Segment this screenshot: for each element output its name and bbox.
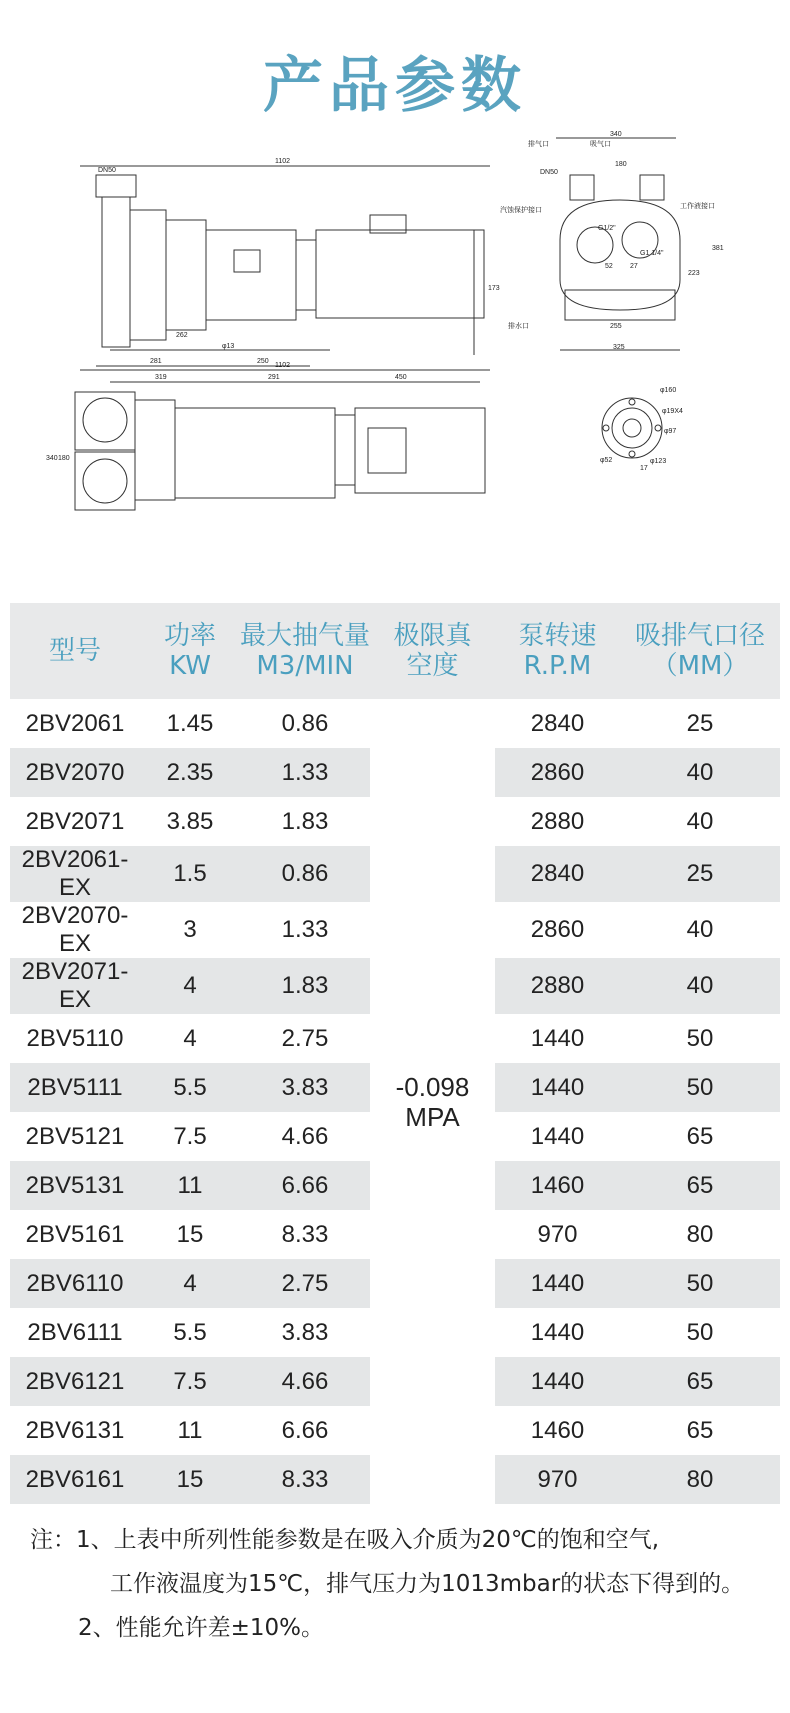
cell-model: 2BV2061-EX <box>10 846 140 902</box>
cell-flow: 1.33 <box>240 902 370 958</box>
cell-flow: 2.75 <box>240 1259 370 1308</box>
cell-port: 40 <box>620 902 780 958</box>
dim-f17: 17 <box>640 465 648 472</box>
cell-port: 80 <box>620 1455 780 1504</box>
cell-rpm: 1460 <box>495 1406 620 1455</box>
cell-flow: 6.66 <box>240 1406 370 1455</box>
dim-top-1102: 1102 <box>275 362 291 369</box>
cell-power: 4 <box>140 958 240 1014</box>
header-rpm: 泵转速 R.P.M <box>495 603 620 699</box>
cell-flow: 8.33 <box>240 1210 370 1259</box>
spec-table-container <box>10 603 780 1504</box>
cell-rpm: 970 <box>495 1455 620 1504</box>
cell-power: 5.5 <box>140 1063 240 1112</box>
cell-rpm: 2880 <box>495 958 620 1014</box>
note-line-1: 注：1、上表中所列性能参数是在吸入介质为20℃的饱和空气, <box>30 1527 660 1553</box>
cell-rpm: 2840 <box>495 846 620 902</box>
pump-top-view <box>75 370 490 510</box>
dim-381: 381 <box>712 245 724 252</box>
note-line-2: 工作液温度为15℃，排气压力为1013mbar的状态下得到的。 <box>110 1571 745 1597</box>
cell-port: 50 <box>620 1063 780 1112</box>
dim-dn50: DN50 <box>98 167 116 174</box>
dim-262: 262 <box>176 332 188 339</box>
cell-rpm: 1440 <box>495 1063 620 1112</box>
cell-rpm: 1440 <box>495 1308 620 1357</box>
cell-port: 50 <box>620 1259 780 1308</box>
cell-rpm: 2860 <box>495 748 620 797</box>
dim-top-340: 340 <box>46 455 58 462</box>
flange-view <box>602 398 662 458</box>
cell-power: 11 <box>140 1406 240 1455</box>
cell-flow: 0.86 <box>240 699 370 748</box>
label-drain: 排水口 <box>508 323 529 330</box>
cell-power: 7.5 <box>140 1112 240 1161</box>
cell-flow: 8.33 <box>240 1455 370 1504</box>
header-port: 吸排气口径 （MM） <box>620 603 780 699</box>
dim-f19: φ19X4 <box>662 408 683 415</box>
cell-rpm: 970 <box>495 1210 620 1259</box>
spec-table <box>10 603 780 1504</box>
dim-27: 27 <box>630 263 638 270</box>
cell-model: 2BV2061 <box>10 699 140 748</box>
dim-173: 173 <box>488 285 500 292</box>
label-intake: 吸气口 <box>590 141 611 148</box>
dim-dn50b: DN50 <box>540 169 558 176</box>
cell-port: 50 <box>620 1014 780 1063</box>
cell-port: 25 <box>620 699 780 748</box>
dim-291: 291 <box>268 374 280 381</box>
cell-model: 2BV6131 <box>10 1406 140 1455</box>
cell-model: 2BV6111 <box>10 1308 140 1357</box>
cell-model: 2BV6110 <box>10 1259 140 1308</box>
dim-f97: φ97 <box>664 428 677 435</box>
cell-power: 1.5 <box>140 846 240 902</box>
cell-flow: 3.83 <box>240 1063 370 1112</box>
cell-model: 2BV5131 <box>10 1161 140 1210</box>
dim-13: φ13 <box>222 343 235 350</box>
dim-1102: 1102 <box>275 158 291 165</box>
dim-340: 340 <box>610 131 622 138</box>
cell-model: 2BV6161 <box>10 1455 140 1504</box>
cell-power: 15 <box>140 1455 240 1504</box>
cell-flow: 4.66 <box>240 1112 370 1161</box>
cell-rpm: 1440 <box>495 1259 620 1308</box>
header-model: 型号 <box>10 603 140 699</box>
table-row <box>10 699 780 748</box>
dim-450: 450 <box>395 374 407 381</box>
cell-port: 65 <box>620 1161 780 1210</box>
label-working: 工作液接口 <box>680 203 715 210</box>
vacuum-unit: MPA <box>405 1101 460 1132</box>
cell-port: 65 <box>620 1406 780 1455</box>
dim-281: 281 <box>150 358 162 365</box>
label-cavitation: 汽蚀保护接口 <box>500 207 542 214</box>
cell-model: 2BV5111 <box>10 1063 140 1112</box>
header-power: 功率 KW <box>140 603 240 699</box>
table-header-row <box>10 603 780 699</box>
cell-model: 2BV2071-EX <box>10 958 140 1014</box>
cell-flow: 0.86 <box>240 846 370 902</box>
header-vacuum: 极限真 空度 <box>370 603 495 699</box>
cell-power: 3.85 <box>140 797 240 846</box>
technical-drawing <box>0 130 790 560</box>
header-flow: 最大抽气量 M3/MIN <box>240 603 370 699</box>
cell-flow: 1.33 <box>240 748 370 797</box>
cell-flow: 3.83 <box>240 1308 370 1357</box>
dim-52: 52 <box>605 263 613 270</box>
cell-model: 2BV2070-EX <box>10 902 140 958</box>
cell-port: 65 <box>620 1357 780 1406</box>
dim-g114: G1 1/4" <box>640 250 664 257</box>
dim-255: 255 <box>610 323 622 330</box>
vacuum-value: -0.098 <box>395 1071 470 1102</box>
dim-g12: G1/2" <box>598 225 616 232</box>
dim-250: 250 <box>257 358 269 365</box>
dim-f123: φ123 <box>650 458 667 465</box>
cell-power: 3 <box>140 902 240 958</box>
pump-end-view <box>556 138 680 350</box>
cell-model: 2BV2071 <box>10 797 140 846</box>
cell-rpm: 1460 <box>495 1161 620 1210</box>
cell-power: 2.35 <box>140 748 240 797</box>
cell-rpm: 1440 <box>495 1112 620 1161</box>
cell-power: 4 <box>140 1014 240 1063</box>
note-line-3: 2、性能允许差±10%。 <box>78 1615 325 1641</box>
cell-port: 25 <box>620 846 780 902</box>
cell-rpm: 2840 <box>495 699 620 748</box>
cell-flow: 4.66 <box>240 1357 370 1406</box>
cell-model: 2BV6121 <box>10 1357 140 1406</box>
cell-flow: 6.66 <box>240 1161 370 1210</box>
cell-model: 2BV5110 <box>10 1014 140 1063</box>
cell-port: 80 <box>620 1210 780 1259</box>
dim-top-180: 180 <box>58 455 70 462</box>
cell-flow: 2.75 <box>240 1014 370 1063</box>
cell-power: 4 <box>140 1259 240 1308</box>
cell-power: 5.5 <box>140 1308 240 1357</box>
cell-rpm: 1440 <box>495 1357 620 1406</box>
dim-325: 325 <box>613 344 625 351</box>
cell-port: 40 <box>620 797 780 846</box>
cell-rpm: 2860 <box>495 902 620 958</box>
cell-vacuum <box>370 699 495 1504</box>
dim-f52: φ52 <box>600 457 613 464</box>
notes <box>30 1518 790 1650</box>
cell-port: 65 <box>620 1112 780 1161</box>
cell-port: 50 <box>620 1308 780 1357</box>
dim-f160: φ160 <box>660 387 677 394</box>
cell-model: 2BV2070 <box>10 748 140 797</box>
dim-223: 223 <box>688 270 700 277</box>
cell-flow: 1.83 <box>240 958 370 1014</box>
cell-port: 40 <box>620 748 780 797</box>
cell-power: 11 <box>140 1161 240 1210</box>
cell-model: 2BV5121 <box>10 1112 140 1161</box>
label-exhaust: 排气口 <box>528 141 549 148</box>
cell-rpm: 2880 <box>495 797 620 846</box>
cell-flow: 1.83 <box>240 797 370 846</box>
cell-power: 1.45 <box>140 699 240 748</box>
cell-power: 15 <box>140 1210 240 1259</box>
cell-power: 7.5 <box>140 1357 240 1406</box>
cell-port: 40 <box>620 958 780 1014</box>
cell-model: 2BV5161 <box>10 1210 140 1259</box>
cell-rpm: 1440 <box>495 1014 620 1063</box>
page-title: 产品参数 <box>263 51 527 121</box>
dim-319: 319 <box>155 374 167 381</box>
dim-180: 180 <box>615 161 627 168</box>
pump-side-view <box>80 166 490 382</box>
